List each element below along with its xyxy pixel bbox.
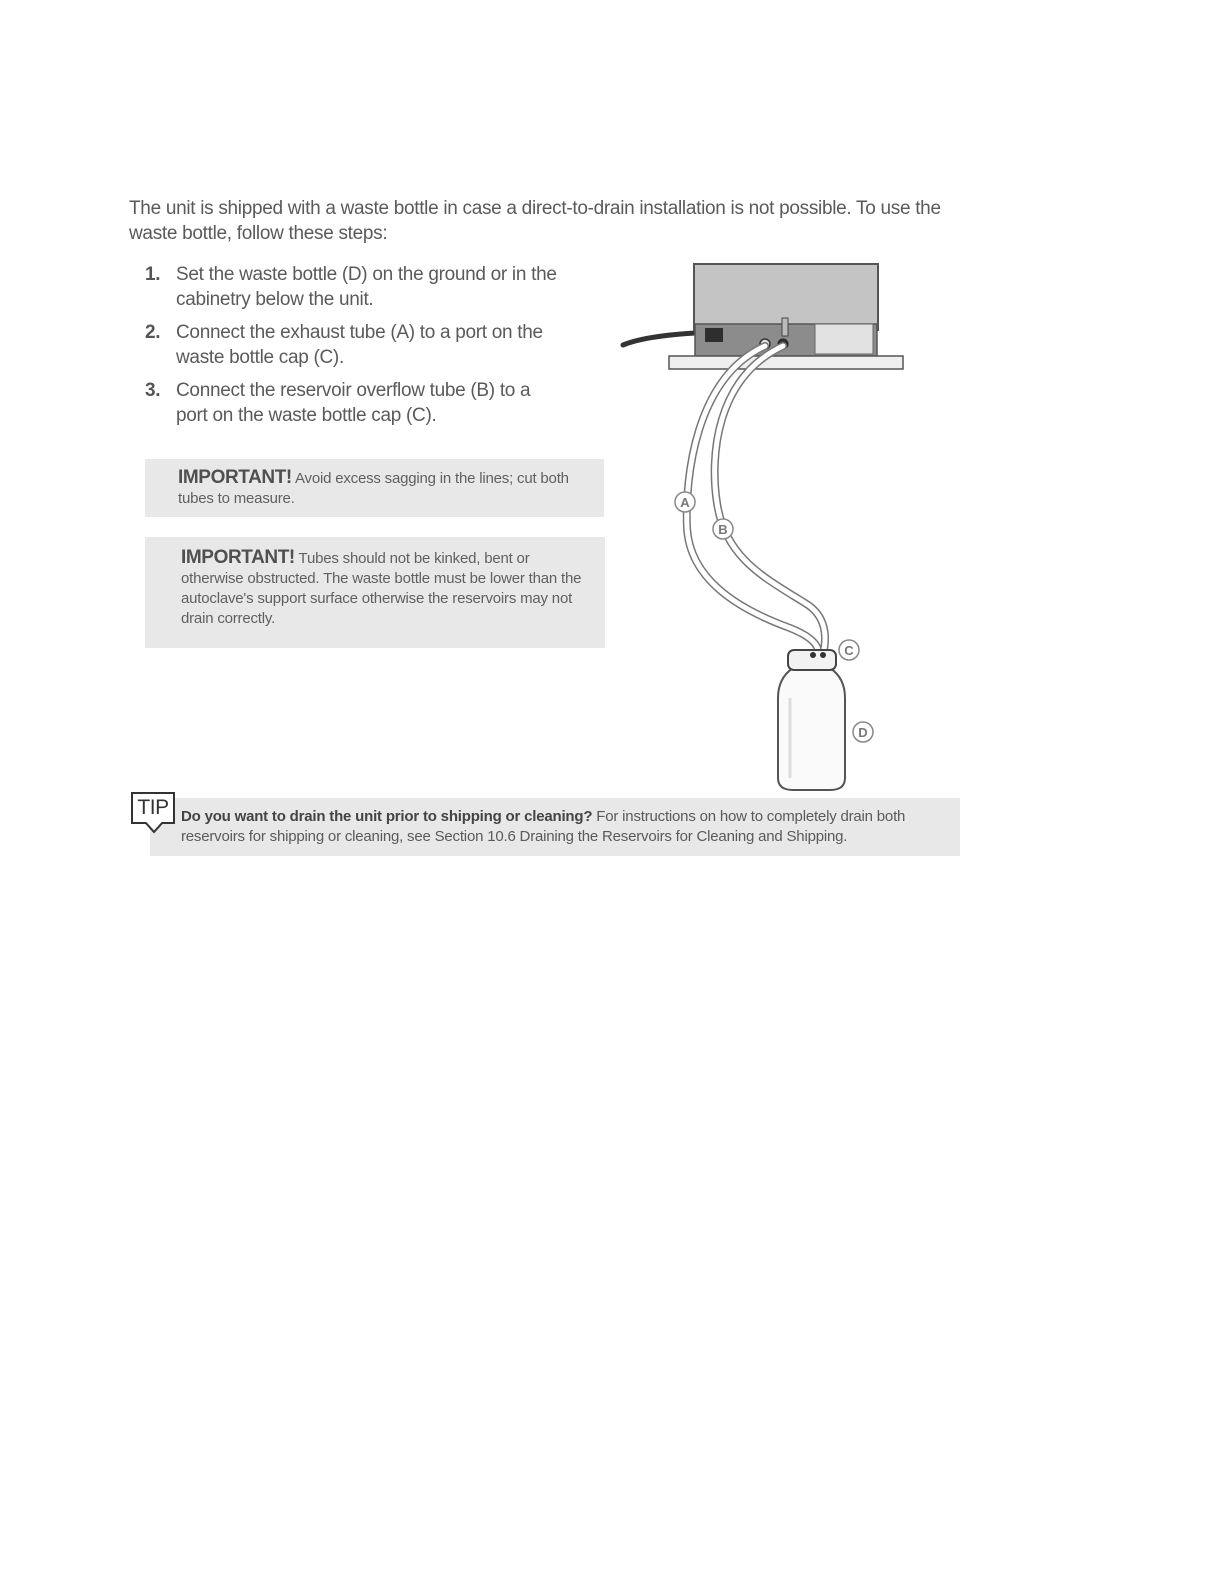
- step-number: 2.: [145, 322, 161, 343]
- label-b: B: [718, 522, 728, 537]
- step-text: Connect the reservoir overflow tube (B) to a port on the waste bottle cap (C).: [176, 380, 531, 426]
- label-d: D: [858, 725, 868, 740]
- intro-paragraph: The unit is shipped with a waste bottle in case a direct-to-drain installation is not possible. To use the waste bottle, follow these steps:: [129, 198, 941, 244]
- step-1: [145, 262, 565, 312]
- tip-badge: TIP: [131, 792, 175, 824]
- step-number: 3.: [145, 380, 161, 401]
- important-text: Avoid excess sagging in the lines; cut both tubes to measure.: [178, 470, 569, 507]
- waste-bottle-diagram: [615, 258, 915, 798]
- tip-box: [150, 798, 960, 856]
- tip-text: For instructions on how to completely drain both reservoirs for shipping or cleaning, see Section 10.6 Draining the Reservoirs for Cleaning and Shipping.: [181, 808, 906, 845]
- step-text: Connect the exhaust tube (A) to a port on the waste bottle cap (C).: [176, 322, 543, 368]
- step-2: [145, 320, 565, 370]
- important-note-kinked: [145, 537, 605, 648]
- label-c: C: [844, 643, 854, 658]
- step-3: [145, 378, 565, 428]
- step-text: Set the waste bottle (D) on the ground or in the cabinetry below the unit.: [176, 264, 557, 310]
- important-text: Tubes should not be kinked, bent or otherwise obstructed. The waste bottle must be lower than the autoclave's support surface otherwise the reservoirs may not drain correctly.: [181, 550, 582, 627]
- label-a: A: [680, 495, 690, 510]
- steps-list: [145, 262, 565, 436]
- tip-badge-tail-icon: [145, 822, 163, 834]
- important-label: IMPORTANT!: [181, 547, 295, 568]
- step-number: 1.: [145, 264, 161, 285]
- important-label: IMPORTANT!: [178, 467, 292, 488]
- tip-question: Do you want to drain the unit prior to shipping or cleaning?: [181, 808, 593, 825]
- important-note-sagging: [145, 459, 604, 517]
